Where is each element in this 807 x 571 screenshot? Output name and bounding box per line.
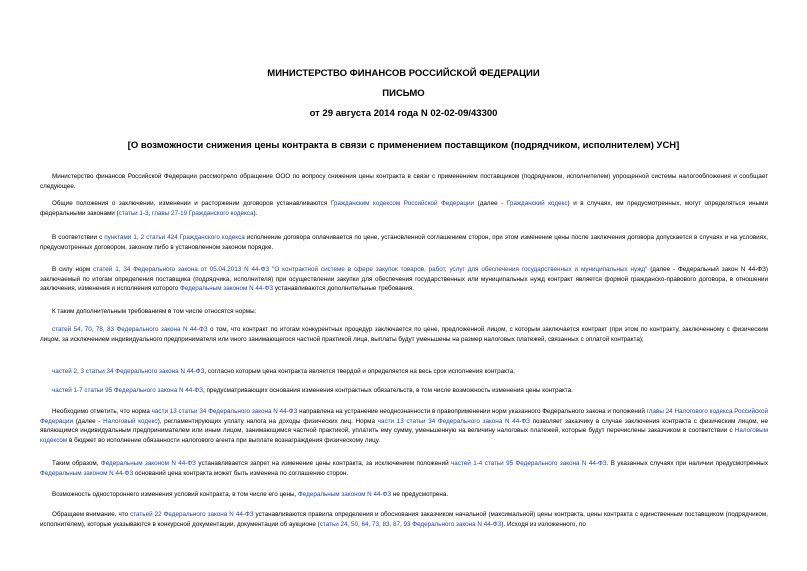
paragraph-text: устанавливаются правила определения и обоснования заказчиком начальной (максимальной) цены контракта, цены контракта с единственным поставщиком (подрядчиком, исполнителем), которые указываются в конкурсной документации, документации об аукционе ( xyxy=(40,511,768,528)
paragraph xyxy=(40,199,768,218)
paragraph-text: не предусмотрена. xyxy=(391,491,449,498)
document-link[interactable]: Налоговым кодексом xyxy=(40,427,768,444)
paragraph-text: устанавливается запрет на изменение цены контракта, за исключением положений xyxy=(195,460,452,467)
paragraph xyxy=(40,459,768,478)
ministry-title: МИНИСТЕРСТВО ФИНАНСОВ РОССИЙСКОЙ ФЕДЕРАЦИИ xyxy=(267,68,540,79)
document-link[interactable]: части 13 статьи 34 Федерального закона N 44-ФЗ xyxy=(377,417,530,425)
paragraph-text: ). xyxy=(253,209,258,217)
document-link[interactable]: частей 2, 3 статьи 34 Федерального закона N 44-ФЗ xyxy=(52,368,205,375)
paragraph-text: (далее - xyxy=(72,417,104,425)
paragraph-text: , xyxy=(148,209,153,217)
paragraph xyxy=(40,386,768,396)
paragraph-text: ) и в случаях, им предусмотренных, могут определяться иными федеральными законами ( xyxy=(40,200,769,217)
paragraph-text: оснований цена контракта может быть изменена по соглашению сторон. xyxy=(133,469,349,477)
paragraph-text: (далее - Федеральный закон N 44-ФЗ) заключаемый по итогам определения поставщика (подрядчика, исполнителя) при осуществлении закупки для обеспечения государственных или муниципальных нужд контракт является формой гражданско-правового договора, в отношении заключения, изменения и исполнения которого xyxy=(40,266,768,293)
paragraph-text: исполнение договора оплачивается по цене, установленной соглашением сторон, при этом изменение цены после заключения договора допускается в случаях и на условиях, предусмотренных договором, законом либо в установленном законом порядке. xyxy=(40,234,768,251)
paragraph xyxy=(40,172,768,191)
document-link[interactable]: статей 1, 34 Федерального закона от 05.04.2013 N 44-ФЗ "О контрактной системе в сфере закупок товаров, работ, услуг для обеспечения государственных и муниципальных нужд" xyxy=(93,266,648,273)
paragraph-text: К таким дополнительным требованиям в том числе относятся нормы: xyxy=(52,308,257,315)
document-link[interactable]: статьи 1-3 xyxy=(118,209,149,217)
paragraph xyxy=(40,407,768,445)
paragraph-text: позволяет заказчику в случае заключения контракта с физическим лицом, не являющимся индивидуальным предпринимателем или иным лицом, занимающимся частной практикой, уплатить ему сумму, уменьшенную на величину налоговых платежей, которые будут перечислены заказчиком в соответствии с xyxy=(40,417,769,435)
paragraph-text: , предусматривающих основания изменения контрактных обязательств, в том числе возможность изменения цены контракта. xyxy=(202,387,573,394)
document-link[interactable]: Гражданским кодексом Российской Федерации xyxy=(330,200,475,207)
paragraph-text: ). Исходя из изложенного, по xyxy=(501,520,586,528)
document-subject: [О возможности снижения цены контракта в связи с применением поставщиком (подрядчиком, исполнителем) УСН] xyxy=(127,140,680,151)
document-link[interactable]: Федеральным законом N 44-ФЗ xyxy=(100,460,196,467)
paragraph-text: В силу норм xyxy=(52,266,94,273)
paragraph-text: . В указанных случаях при наличии предусмотренных xyxy=(606,460,768,467)
document-link[interactable]: статьи 24, 50, 64, 73, 83, 87, 93 Федерального закона N 44-ФЗ xyxy=(319,520,502,528)
paragraph-text: Обращаем внимание, что xyxy=(52,511,131,518)
paragraph-text: Необходимо отметить, что норма xyxy=(52,408,152,415)
paragraph-text: Общие положения о заключении, изменении и расторжении договоров устанавливаются xyxy=(52,200,331,207)
document-link[interactable]: Гражданский кодекс xyxy=(506,200,568,207)
paragraph-text: Таким образом, xyxy=(52,460,101,467)
paragraph-text: ), регламентирующих уплату налога на доходы физических лиц. Норма xyxy=(157,417,378,425)
paragraph xyxy=(40,325,768,344)
document-link[interactable]: частей 1-7 статьи 95 Федерального закона N 44-ФЗ xyxy=(52,387,203,394)
paragraph-text: устанавливаются дополнительные требования. xyxy=(273,285,415,293)
document-link[interactable]: главы 24 Налогового кодекса Российской Федерации xyxy=(40,408,768,425)
document-link[interactable]: Федеральным законом N 44-ФЗ xyxy=(40,469,134,477)
document-link[interactable]: Федеральным законом N 44-ФЗ xyxy=(179,285,274,293)
paragraph-text: направлена на устранение неоднозначности в правоприменении норм указанного Федерального закона и положений xyxy=(297,408,647,415)
paragraph xyxy=(40,490,768,500)
paragraph-text: (далее - xyxy=(474,200,507,207)
document-type: ПИСЬМО xyxy=(382,88,425,99)
paragraph-text: о том, что контракт по итогам конкурентных процедур заключается по цене, предложенной лицом, с которым заключается контракт (при этом по контракту, заключенному с физическим лицом, за исключением индивидуального предпринимателя или иного занимающегося частной практикой лица, выплаты будут уменьшены на размер налоговых платежей, связанных с оплатой контракта); xyxy=(40,326,768,343)
document-link[interactable]: части 13 статьи 34 Федерального закона N 44-ФЗ xyxy=(151,408,298,415)
paragraph xyxy=(40,510,768,529)
document-link[interactable]: Налоговый кодекс xyxy=(103,417,158,425)
document-date-number: от 29 августа 2014 года N 02-02-09/43300 xyxy=(309,108,498,119)
paragraph-text: в бюджет во исполнение обязанности налогового агента при выплате вознаграждения физическому лицу. xyxy=(67,436,380,444)
paragraph-text: В соответствии с xyxy=(52,234,105,241)
paragraph xyxy=(40,307,768,317)
paragraph xyxy=(40,233,768,252)
document-link[interactable]: пунктами 1, 2 статьи 424 Гражданского кодекса xyxy=(104,234,245,241)
paragraph-text: Возможность одностороннего изменения условий контракта, в том числе его цены, xyxy=(52,491,299,498)
document-link[interactable]: статьей 22 Федерального закона N 44-ФЗ xyxy=(130,511,254,518)
paragraph xyxy=(40,367,768,377)
document-link[interactable]: статей 54, 70, 78, 83 Федерального закона N 44-ФЗ xyxy=(52,326,208,333)
paragraph xyxy=(40,265,768,294)
paragraph-text: , согласно которым цена контракта является твердой и определяется на весь срок исполнения контракта; xyxy=(204,368,516,375)
document-link[interactable]: главы 27-19 Гражданского кодекса xyxy=(152,209,254,217)
document-link[interactable]: Федеральным законом N 44-ФЗ xyxy=(298,491,392,498)
paragraph-text: Министерство финансов Российской Федерации рассмотрело обращение ООО по вопросу снижения цены контракта в связи с применением поставщиком (подрядчиком, исполнителем) упрощенной системы налогообложения и сообщает следующее. xyxy=(40,173,768,190)
document-link[interactable]: частей 1-4 статьи 95 Федерального закона N 44-ФЗ xyxy=(451,460,607,467)
